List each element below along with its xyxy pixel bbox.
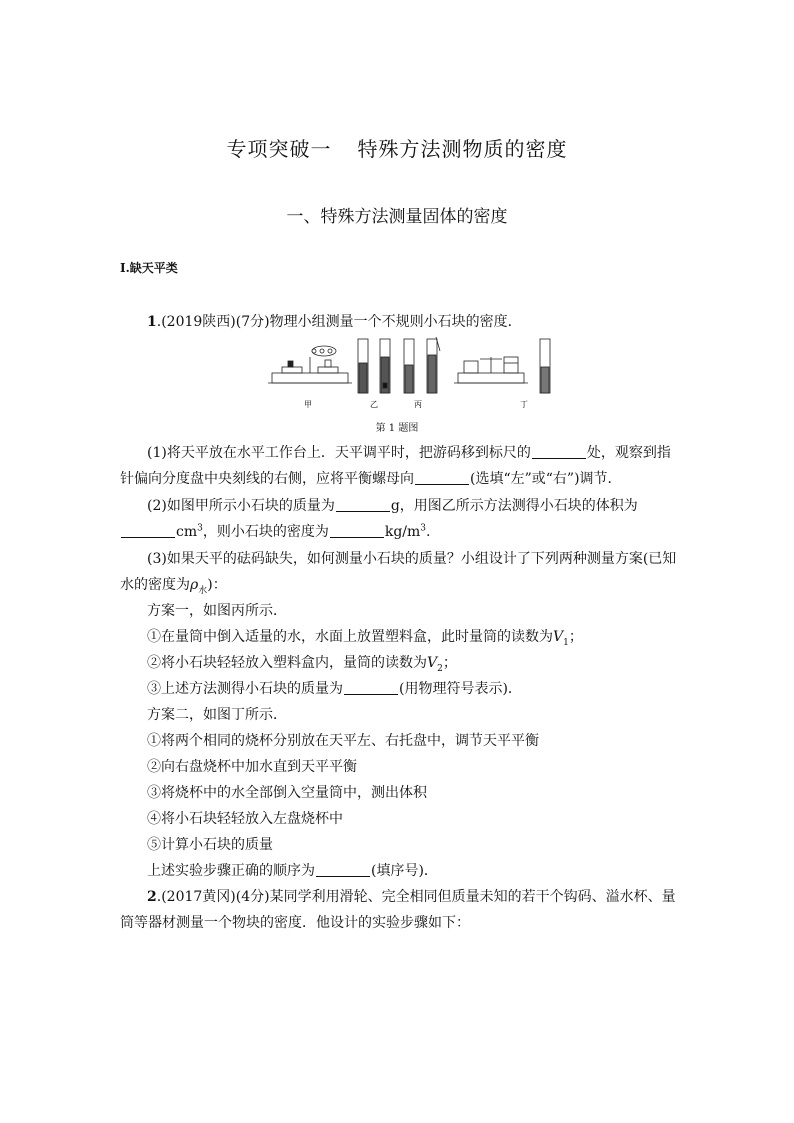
answer-blank[interactable] (532, 444, 586, 459)
plan-2-step-2: ②向右盘烧杯中加水直到天平平衡 (147, 759, 357, 775)
figure-label-ding: 丁 (520, 400, 528, 409)
balance-d-drawing (454, 339, 550, 393)
subsection-heading: Ⅰ.缺天平类 (120, 261, 178, 275)
answer-blank[interactable] (330, 523, 384, 538)
q1-part2-line1: (2)如图甲所示小石块的质量为 g，用图乙所示方法测得小石块的体积为 (147, 498, 638, 514)
question-1-header: 1.(2019陕西)(7分)物理小组测量一个不规则小石块的密度． (147, 314, 522, 330)
plan-2-step-5: ⑤计算小石块的质量 (147, 837, 273, 853)
cylinders-b-drawing (358, 339, 390, 393)
q1-part3-line2: 水的密度为$\rho_水$)： (120, 577, 227, 596)
q1-part2-line2: $cm^3$，则小石块的密度为 $kg/m^3$. (120, 521, 430, 541)
plan-2-heading: 方案二，如图丁所示． (147, 707, 287, 723)
plan-2-step-3: ③将烧杯中的水全部倒入空量筒中，测出体积 (147, 785, 427, 801)
figure-label-jia: 甲 (304, 400, 312, 409)
answer-blank[interactable] (121, 523, 175, 538)
answer-blank[interactable] (336, 497, 390, 512)
figure-label-yi: 乙 (370, 400, 378, 409)
plan-2-step-1: ①将两个相同的烧杯分别放在天平左、右托盘中，调节天平平衡 (147, 733, 539, 749)
figure-caption: 第 1 题图 (375, 423, 419, 434)
q1-part3-line1: (3)如果天平的砝码缺失，如何测量小石块的质量？小组设计了下列两种测量方案(已知 (147, 551, 677, 567)
page-title: 专项突破一 特殊方法测物质的密度 (226, 137, 568, 161)
plan-1-step-2: ②将小石块轻轻放入塑料盒内，量筒的读数为$V_2$； (147, 655, 457, 674)
figure-label-bing: 丙 (414, 400, 422, 409)
cylinders-c-drawing (404, 337, 440, 393)
section-heading: 一、特殊方法测量固体的密度 (286, 207, 508, 227)
plan-1-heading: 方案一，如图丙所示． (147, 603, 287, 619)
question-2-line1: 2.(2017黄冈)(4分)某同学利用滑轮、完全相同但质量未知的若干个钩码、溢水杯、量 (147, 889, 676, 905)
answer-blank[interactable] (415, 470, 469, 485)
answer-blank[interactable] (316, 862, 370, 877)
plan-2-order: 上述实验步骤正确的顺序为 (填序号)． (147, 863, 438, 879)
experiment-figure (268, 333, 560, 411)
plan-2-step-4: ④将小石块轻轻放入左盘烧杯中 (147, 811, 343, 827)
answer-blank[interactable] (344, 680, 398, 695)
plan-1-step-3: ③上述方法测得小石块的质量为 (用物理符号表示)． (147, 681, 522, 697)
plan-1-step-1: ①在量筒中倒入适量的水，水面上放置塑料盒，此时量筒的读数为$V_1$； (147, 629, 583, 648)
question-2-line2: 筒等器材测量一个物块的密度．他设计的实验步骤如下： (120, 915, 470, 931)
q1-part1-line2: 针偏向分度盘中央刻线的右侧，应将平衡螺母向 (选填“左”或“右”)调节． (120, 471, 622, 487)
q1-part1-line1: (1)将天平放在水平工作台上．天平调平时，把游码移到标尺的 处，观察到指 (147, 445, 671, 461)
balance-a-drawing (268, 346, 352, 383)
